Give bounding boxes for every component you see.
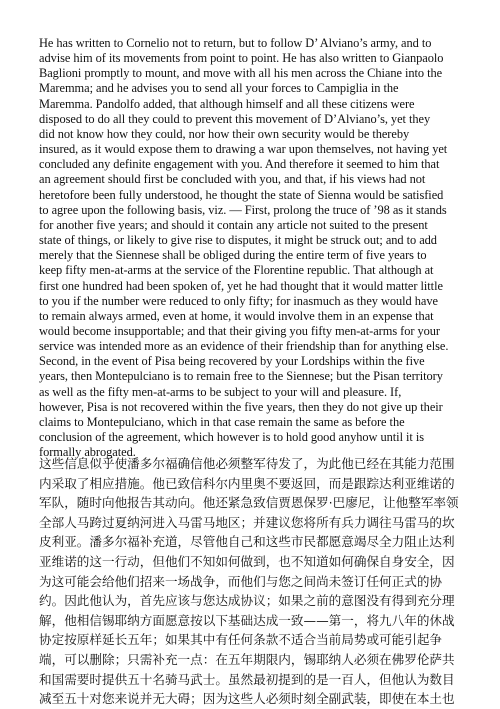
english-paragraph: He has written to Cornelio not to return, but to follow D’ Alviano’s army, and to advise him of its movements from point to point. He has also written to Gianpaolo Baglioni promptly to mount, and move with all his men across the Chiane into the Maremma; and he advises you to send all your forces to Campiglia in the Maremma. Pandolfo added, that although himself and all these citizens were disposed to do all they could to prevent this movement of D’Alviano’s, yet they did not know how they could, nor how their own security would be thereby insured, as it would expose them to drawing a war upon themselves, not having yet concluded any definite engagement with you. And therefore it seemed to him that an agreement should first be concluded with you, and that, if his views had not heretofore been fully understood, he thought the state of Sienna would be satisfied to agree upon the following basis, viz. — First, prolong the truce of ’98 as it stands for another five years; and should it contain any article not suited to the present state of things, or likely to give rise to disputes, it might be struck out; and to add merely that the Siennese shall be obliged during the entire term of five years to keep fifty men-at-arms at the service of the Florentine republic. That although at first one hundred had been spoken of, yet he had thought that it would matter little to you if the number were reduced to only fifty; for inasmuch as they would have to remain always armed, even at home, it would involve them in an expense that would become insupportable; and that their giving you fifty men-at-arms for your service was intended more as an evidence of their friendship than for anything else. Second, in the event of Pisa being recovered by your Lordships within the five years, then Montepulciano is to remain free to the Siennese; but the Pisan territory as well as the fifty men-at-arms to be subject to your will and pleasure. If, however, Pisa is not recovered within the five years, then they do not give up their claims to Montepulciano, which in that case remain the same as before the conclusion of the agreement, which however is to hold good anyhow until it is formally abrogated. (39, 36, 449, 460)
chinese-paragraph: 这些信息似乎使潘多尔福确信他必须整军待发了，为此他已经在其能力范围 内采取了相应措施。他已致信科尔内里奥不要返回，而是跟踪达利亚维诺的 军队，随时向他报告其动向。他还紧急致信贾恩保罗·巴廖尼，让他整军率领 全部人马跨过夏纳河进入马雷马地区；并建议您将所有兵力调往马雷马的坎 皮利亚。潘多尔福补充道，尽管他自己和这些市民都愿意竭尽全力阻止达利 亚维诺的这一行动，但他们不知如何做到，也不知道如何确保自身安全，因 为这可能会给他们招来一场战争，而他们与您之间尚未签订任何正式的协 约。因此他认为，首先应该与您达成协议；如果之前的意图没有得到充分理 解，他相信锡耶纳方面愿意按以下基础达成一致——第一，将九八年的休战 协定按原样延长五年；如果其中有任何条款不适合当前局势或可能引起争 端，可以删除；只需补充一点：在五年期限内，锡耶纳人必须在佛罗伦萨共 和国需要时提供五十名骑马武士。虽然最初提到的是一百人，但他认为数目 减至五十对您来说并无大碍；因为这些人必须时刻全副武装，即使在本土也 (39, 456, 459, 707)
